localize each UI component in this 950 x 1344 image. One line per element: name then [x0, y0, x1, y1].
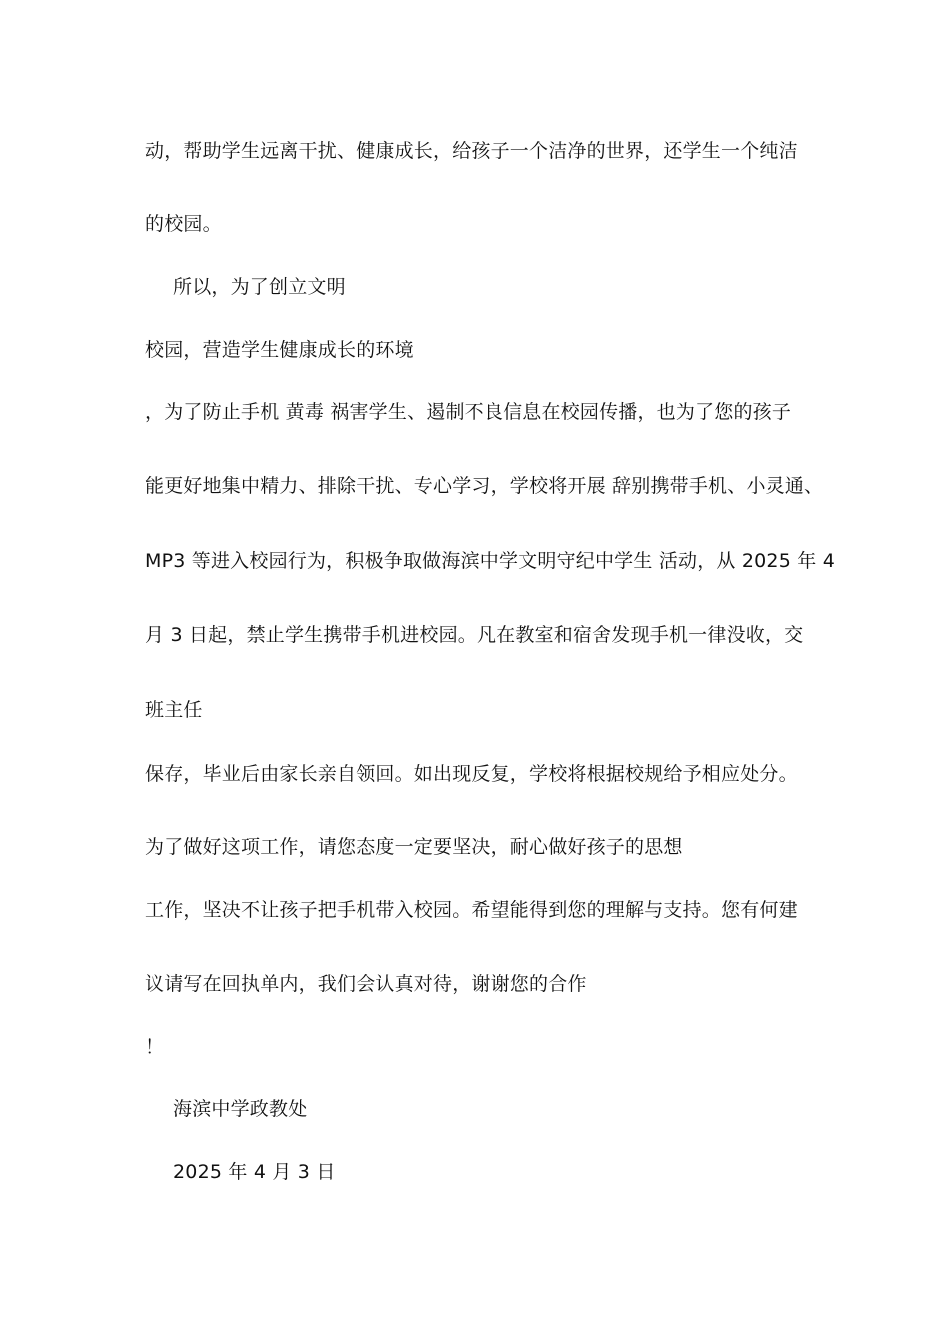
signature: 海滨中学政教处 [173, 1098, 308, 1120]
body-text-line: 所以，为了创立文明 [173, 276, 346, 298]
body-text-line: 班主任 [145, 699, 203, 721]
body-text-line: 的校园。 [145, 213, 222, 235]
body-text-line: 工作，坚决不让孩子把手机带入校园。希望能得到您的理解与支持。您有何建 [145, 899, 798, 921]
body-text-line: 月 3 日起，禁止学生携带手机进校园。凡在教室和宿舍发现手机一律没收，交 [145, 624, 804, 646]
body-text-line: 能更好地集中精力、排除干扰、专心学习，学校将开展 辞别携带手机、小灵通、 [145, 475, 824, 497]
body-text-line: 保存，毕业后由家长亲自领回。如出现反复，学校将根据校规给予相应处分。 [145, 763, 798, 785]
date: 2025 年 4 月 3 日 [173, 1161, 336, 1183]
body-text-line: ！ [145, 1036, 165, 1058]
body-text-line: MP3 等进入校园行为，积极争取做海滨中学文明守纪中学生 活动，从 2025 年 4 [145, 550, 835, 572]
body-text-line: 为了做好这项工作，请您态度一定要坚决，耐心做好孩子的思想 [145, 836, 683, 858]
body-text-line: ，为了防止手机 黄毒 祸害学生、遏制不良信息在校园传播，也为了您的孩子 [145, 401, 792, 423]
body-text-line: 校园，营造学生健康成长的环境 [145, 339, 414, 361]
body-text-line: 动，帮助学生远离干扰、健康成长，给孩子一个洁净的世界，还学生一个纯洁 [145, 140, 798, 162]
body-text-line: 议请写在回执单内，我们会认真对待，谢谢您的合作 [145, 973, 587, 995]
